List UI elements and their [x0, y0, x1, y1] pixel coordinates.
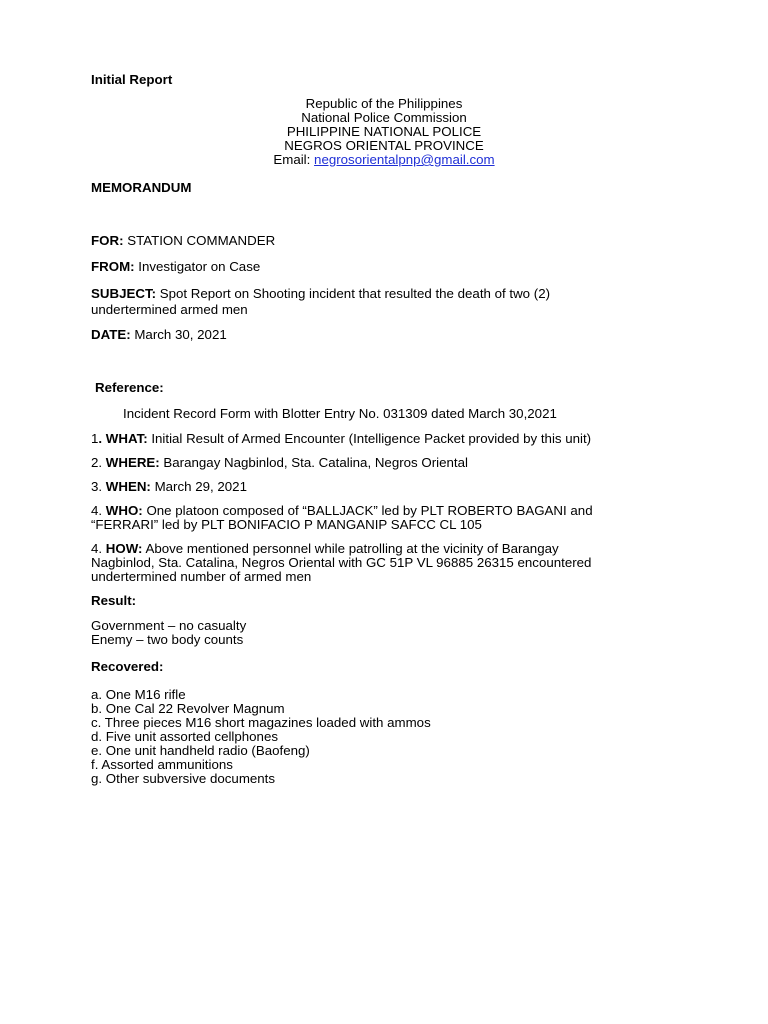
header-line-4: NEGROS ORIENTAL PROVINCE — [284, 138, 484, 153]
how-value-line-3: undertermined number of armed men — [91, 569, 312, 584]
when-num: 3. — [91, 479, 103, 494]
who-value-line-2: “FERRARI” led by PLT BONIFACIO P MANGANIP SAFCC CL 105 — [91, 517, 482, 532]
recovered-item: e. One unit handheld radio (Baofeng) — [91, 743, 310, 758]
date-line — [91, 328, 227, 342]
what-num: 1 — [91, 431, 99, 446]
where-label: WHERE: — [105, 455, 160, 470]
header-line-3: PHILIPPINE NATIONAL POLICE — [286, 124, 482, 139]
for-label: FOR: — [91, 233, 124, 248]
when-label: WHEN: — [105, 479, 151, 494]
who-value: One platoon composed of “BALLJACK” led by PLT ROBERTO BAGANI and — [146, 503, 593, 518]
result-item: Enemy – two body counts — [91, 632, 244, 647]
date-label: DATE: — [91, 327, 131, 342]
where-num: 2. — [91, 455, 103, 470]
what-value: Initial Result of Armed Encounter (Intelligence Packet provided by this unit) — [151, 431, 592, 446]
who-num: 4. — [91, 503, 103, 518]
reference-label: Reference: — [95, 380, 164, 395]
where-line — [91, 456, 468, 470]
subject-label: SUBJECT: — [91, 286, 157, 301]
who-label: WHO: — [105, 503, 143, 518]
subject-value: Spot Report on Shooting incident that resulted the death of two (2) — [159, 286, 551, 301]
for-line — [91, 234, 275, 248]
recovered-item: d. Five unit assorted cellphones — [91, 729, 279, 744]
from-value: Investigator on Case — [138, 259, 261, 274]
subject-value-line-2: undertermined armed men — [91, 302, 248, 317]
recovered-item: g. Other subversive documents — [91, 771, 276, 786]
email-link[interactable]: negrosorientalpnp@gmail.com — [314, 152, 495, 167]
result-item: Government – no casualty — [91, 618, 247, 633]
what-label: . WHAT: — [98, 431, 148, 446]
for-value: STATION COMMANDER — [127, 233, 276, 248]
when-line — [91, 480, 247, 494]
how-label: HOW: — [105, 541, 143, 556]
where-value: Barangay Nagbinlod, Sta. Catalina, Negros Oriental — [163, 455, 468, 470]
recovered-item: c. Three pieces M16 short magazines loaded with ammos — [91, 715, 431, 730]
email-label: Email: — [273, 152, 311, 167]
recovered-item: a. One M16 rifle — [91, 687, 186, 702]
result-label: Result: — [91, 593, 137, 608]
who-line — [91, 504, 593, 518]
recovered-item: b. One Cal 22 Revolver Magnum — [91, 701, 285, 716]
how-num: 4. — [91, 541, 103, 556]
header-line-2: National Police Commission — [301, 110, 467, 125]
recovered-item: f. Assorted ammunitions — [91, 757, 233, 772]
how-value: Above mentioned personnel while patrolling at the vicinity of Barangay — [145, 541, 559, 556]
subject-line — [91, 287, 550, 301]
what-line — [91, 432, 591, 446]
date-value: March 30, 2021 — [134, 327, 227, 342]
how-line — [91, 542, 559, 556]
header-line-1: Republic of the Philippines — [305, 96, 463, 111]
how-value-line-2: Nagbinlod, Sta. Catalina, Negros Oriental with GC 51P VL 96885 26315 encountered — [91, 555, 592, 570]
memo-title: MEMORANDUM — [91, 180, 192, 195]
from-label: FROM: — [91, 259, 135, 274]
recovered-label: Recovered: — [91, 659, 164, 674]
from-line — [91, 260, 260, 274]
header-email-line — [0, 153, 768, 167]
reference-text: Incident Record Form with Blotter Entry No. 031309 dated March 30,2021 — [123, 406, 557, 421]
doc-type: Initial Report — [91, 72, 173, 87]
when-value: March 29, 2021 — [154, 479, 247, 494]
